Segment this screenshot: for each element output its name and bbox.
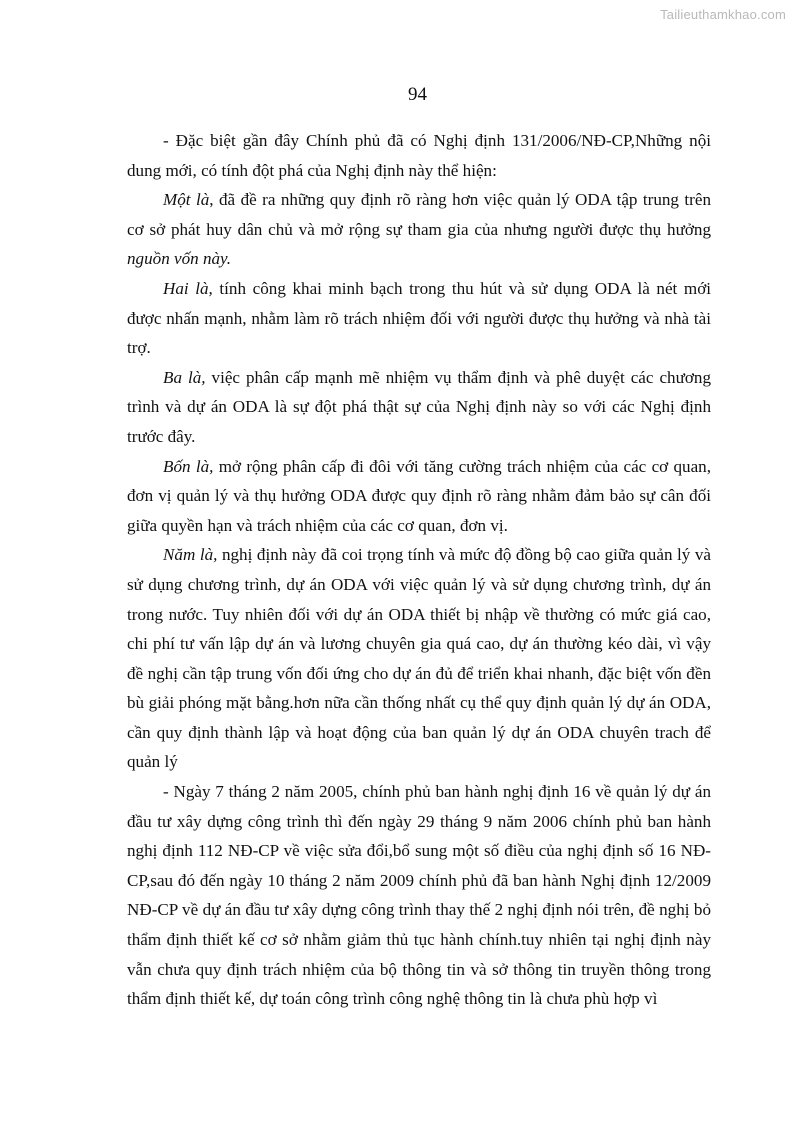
paragraph-point-four: Bốn là, mở rộng phân cấp đi đôi với tăng cường trách nhiệm của các cơ quan, đơn vị quản lý và thụ hưởng ODA được quy định rõ ràng nhằm đảm bảo sự cân đối giữa quyền hạn và trách nhiệm của các cơ quan, đơn vị. <box>127 456 711 535</box>
paragraph-decree-16-history: - Ngày 7 tháng 2 năm 2005, chính phủ ban hành nghị định 16 về quản lý dự án đầu tư xây dựng công trình thì đến ngày 29 tháng 9 năm 2006 chính phủ ban hành nghị định 112 NĐ-CP về việc sửa đổi,bổ sung một số điều của nghị định số 16 NĐ-CP,sau đó đến ngày 10 tháng 2 năm 2009 chính phủ đã ban hành Nghị định 12/2009 NĐ-CP về dự án đầu tư xây dựng công trình thay thế 2 nghị định nói trên, đề nghị bỏ thẩm định thiết kế cơ sở nhằm giảm thủ tục hành chính.tuy nhiên tại nghị định này vẫn chưa quy định trách nhiệm của bộ thông tin và sở thông tin truyền thông trong thẩm định thiết kế, dự toán công trình công nghệ thông tin là chưa phù hợp vì <box>127 782 711 1009</box>
document-body <box>127 126 711 1014</box>
watermark: Tailieuthamkhao.com <box>660 7 786 22</box>
point-two-lead: Hai là, <box>163 278 213 298</box>
point-one-tail: nguồn vốn này. <box>127 249 231 269</box>
paragraph-point-five: Năm là, nghị định này đã coi trọng tính và mức độ đồng bộ cao giữa quản lý và sử dụng chương trình, dự án ODA với việc quản lý và sử dụng chương trình, dự án trong nước. Tuy nhiên đối với dự án ODA thiết bị nhập về thường có mức giá cao, chi phí tư vấn lập dự án và lương chuyên gia quá cao, dự án thường kéo dài, vì vậy đề nghị cần tập trung vốn đối ứng cho dự án đủ để triển khai nhanh, đặc biệt vốn đền bù giải phóng mặt bằng.hơn nữa cần thống nhất cụ thể quy định quản lý dự án ODA, cần quy định thành lập và hoạt động của ban quản lý dự án ODA chuyên trach để quản lý <box>127 545 712 772</box>
paragraph-decree-131-intro: - Đặc biệt gần đây Chính phủ đã có Nghị định 131/2006/NĐ-CP,Những nội dung mới, có tính đột phá của Nghị định này thể hiện: <box>127 131 711 180</box>
page-number: 94 <box>408 84 427 105</box>
point-three-lead: Ba là, <box>163 367 206 387</box>
point-five-lead: Năm là, <box>163 545 218 565</box>
point-four-lead: Bốn là, <box>163 456 214 476</box>
paragraph-point-one: Một là, đã đề ra những quy định rõ ràng hơn việc quản lý ODA tập trung trên cơ sở phát huy dân chủ và mở rộng sự tham gia của nhưng người được thụ hưởng nguồn vốn này. <box>127 190 711 269</box>
paragraph-point-two: Hai là, tính công khai minh bạch trong thu hút và sử dụng ODA là nét mới được nhấn mạnh, nhằm làm rõ trách nhiệm đối với người được thụ hưởng và nhà tài trợ. <box>127 278 711 358</box>
paragraph-point-three: Ba là, việc phân cấp mạnh mẽ nhiệm vụ thẩm định và phê duyệt các chương trình và dự án ODA là sự đột phá thật sự của Nghị định này so với các Nghị định trước đây. <box>127 367 711 446</box>
point-one-lead: Một là <box>163 190 210 210</box>
